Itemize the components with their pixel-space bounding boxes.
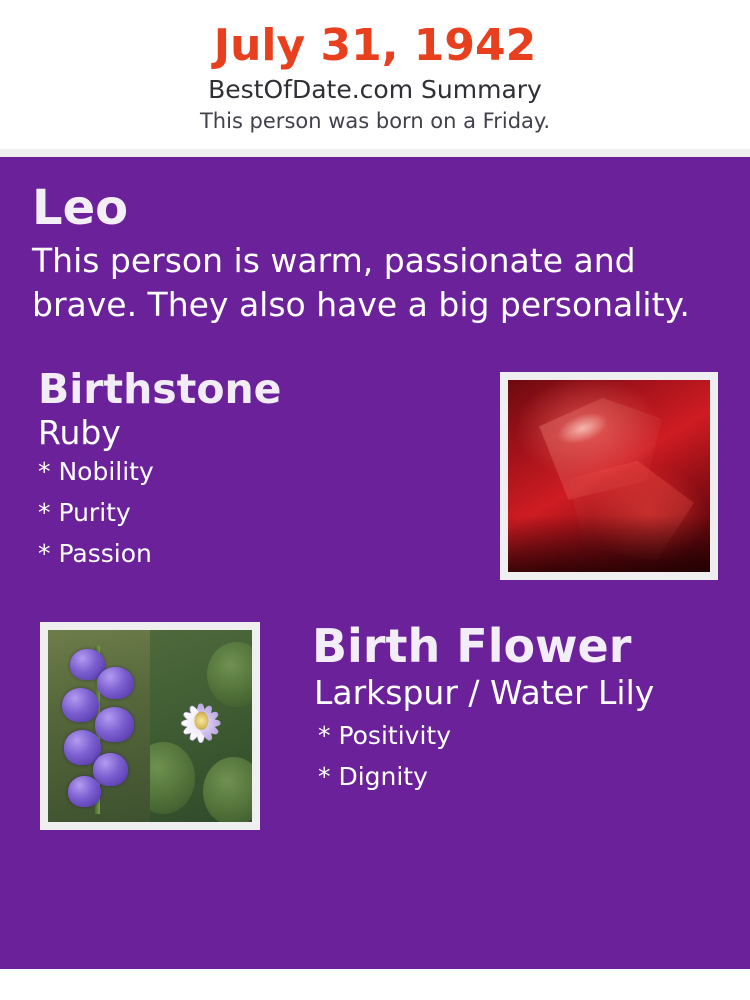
site-summary-label: BestOfDate.com Summary bbox=[208, 74, 542, 104]
birthstone-name: Ruby bbox=[38, 413, 121, 453]
page-title: July 31, 1942 bbox=[213, 20, 537, 71]
content-panel bbox=[0, 157, 750, 969]
birthstone-trait: * Purity bbox=[38, 497, 131, 527]
birth-weekday-text: This person was born on a Friday. bbox=[199, 108, 551, 133]
birthstone-title: Birthstone bbox=[38, 365, 282, 414]
zodiac-description: This person is warm, passionate and brave. They also have a big personality. bbox=[32, 241, 690, 325]
lily-center bbox=[194, 712, 208, 731]
ruby-gemstone-image bbox=[508, 380, 710, 572]
larkspur-bloom bbox=[93, 753, 128, 786]
birthstone-text-block bbox=[32, 367, 472, 568]
birth-flower-text-block bbox=[282, 619, 718, 791]
birth-flower-title: Birth Flower bbox=[312, 619, 632, 674]
larkspur-bloom bbox=[95, 707, 134, 742]
birth-flower-section bbox=[32, 619, 718, 842]
larkspur-bloom bbox=[68, 776, 101, 807]
header-divider bbox=[0, 149, 750, 157]
birth-flower-trait: * Dignity bbox=[318, 761, 428, 791]
birthstone-photo-frame bbox=[500, 372, 718, 580]
ruby-shadow bbox=[508, 515, 710, 573]
birthstone-trait: * Passion bbox=[38, 538, 152, 568]
zodiac-sign-title: Leo bbox=[32, 180, 129, 237]
birth-flower-name: Larkspur / Water Lily bbox=[314, 672, 655, 712]
birthstone-trait: * Nobility bbox=[38, 457, 154, 487]
birthstone-section bbox=[32, 367, 718, 592]
birth-flower-photo-frame bbox=[40, 622, 260, 830]
larkspur-image bbox=[48, 630, 150, 822]
header bbox=[0, 0, 750, 149]
water-lily-bloom bbox=[169, 676, 232, 760]
birth-flower-trait: * Positivity bbox=[318, 720, 451, 750]
water-lily-image bbox=[150, 630, 252, 822]
larkspur-bloom bbox=[62, 688, 99, 723]
birth-flower-image bbox=[48, 630, 252, 822]
larkspur-bloom bbox=[97, 667, 134, 700]
